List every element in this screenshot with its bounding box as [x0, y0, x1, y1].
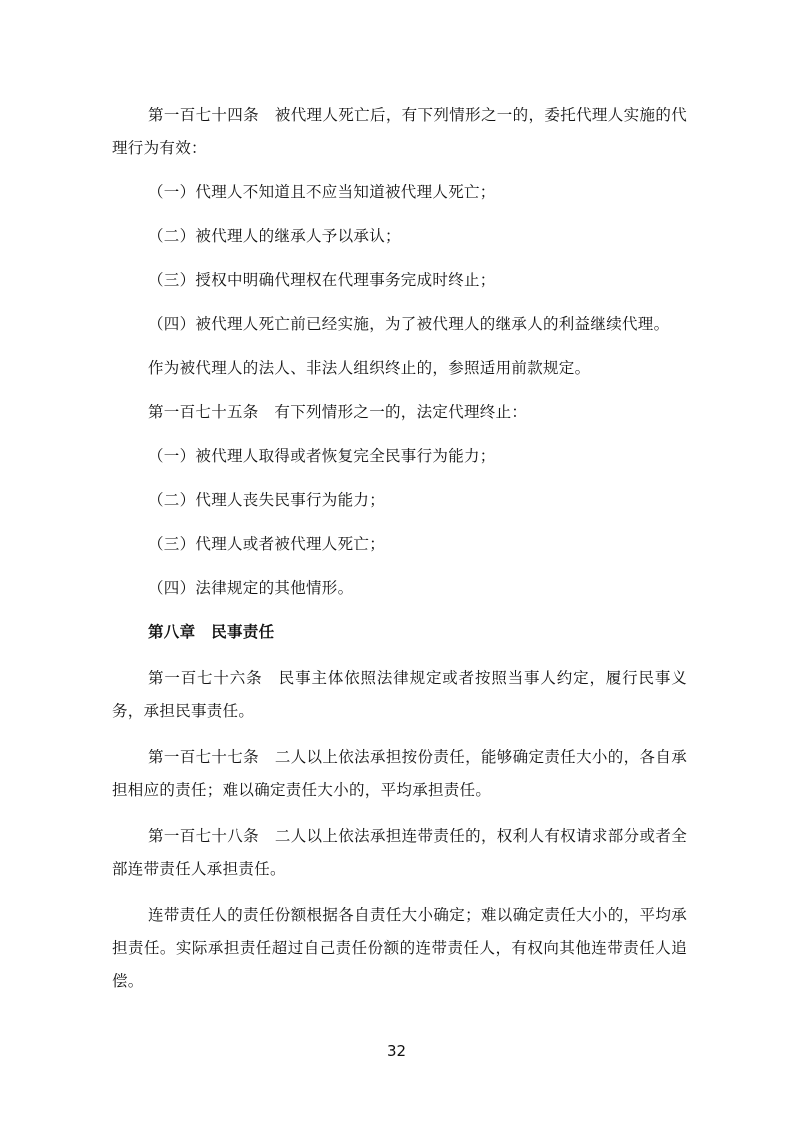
page-number: 32	[386, 1042, 407, 1060]
article-177: 第一百七十七条 二人以上依法承担按份责任，能够确定责任大小的，各自承担相应的责任；难以确定责任大小的，平均承担责任。	[112, 748, 687, 799]
article-175-item-2: （二）代理人丧失民事行为能力；	[148, 491, 386, 509]
article-178-paragraph-1: 第一百七十八条 二人以上依法承担连带责任的，权利人有权请求部分或者全部连带责任人承担责任。	[112, 827, 687, 878]
article-174-item-3: （三）授权中明确代理权在代理事务完成时终止；	[148, 271, 496, 289]
article-174-paragraph-2: 作为被代理人的法人、非法人组织终止的，参照适用前款规定。	[148, 359, 591, 377]
article-174-item-2: （二）被代理人的继承人予以承认；	[148, 227, 401, 245]
article-174-item-1: （一）代理人不知道且不应当知道被代理人死亡；	[148, 183, 496, 201]
document-body	[112, 99, 687, 998]
article-178-paragraph-2: 连带责任人的责任份额根据各自责任大小确定；难以确定责任大小的，平均承担责任。实际承担责任超过自己责任份额的连带责任人，有权向其他连带责任人追偿。	[112, 906, 687, 990]
article-175-item-4: （四）法律规定的其他情形。	[148, 579, 354, 597]
chapter-heading: 第八章 民事责任	[148, 623, 275, 641]
article-175-intro: 第一百七十五条 有下列情形之一的，法定代理终止：	[148, 403, 528, 421]
article-175-item-1: （一）被代理人取得或者恢复完全民事行为能力；	[148, 447, 496, 465]
article-174-intro: 第一百七十四条 被代理人死亡后，有下列情形之一的，委托代理人实施的代理行为有效：	[112, 106, 687, 157]
article-174-item-4: （四）被代理人死亡前已经实施，为了被代理人的继承人的利益继续代理。	[148, 315, 670, 333]
article-176: 第一百七十六条 民事主体依照法律规定或者按照当事人约定，履行民事义务，承担民事责任。	[112, 669, 687, 720]
article-175-item-3: （三）代理人或者被代理人死亡；	[148, 535, 386, 553]
